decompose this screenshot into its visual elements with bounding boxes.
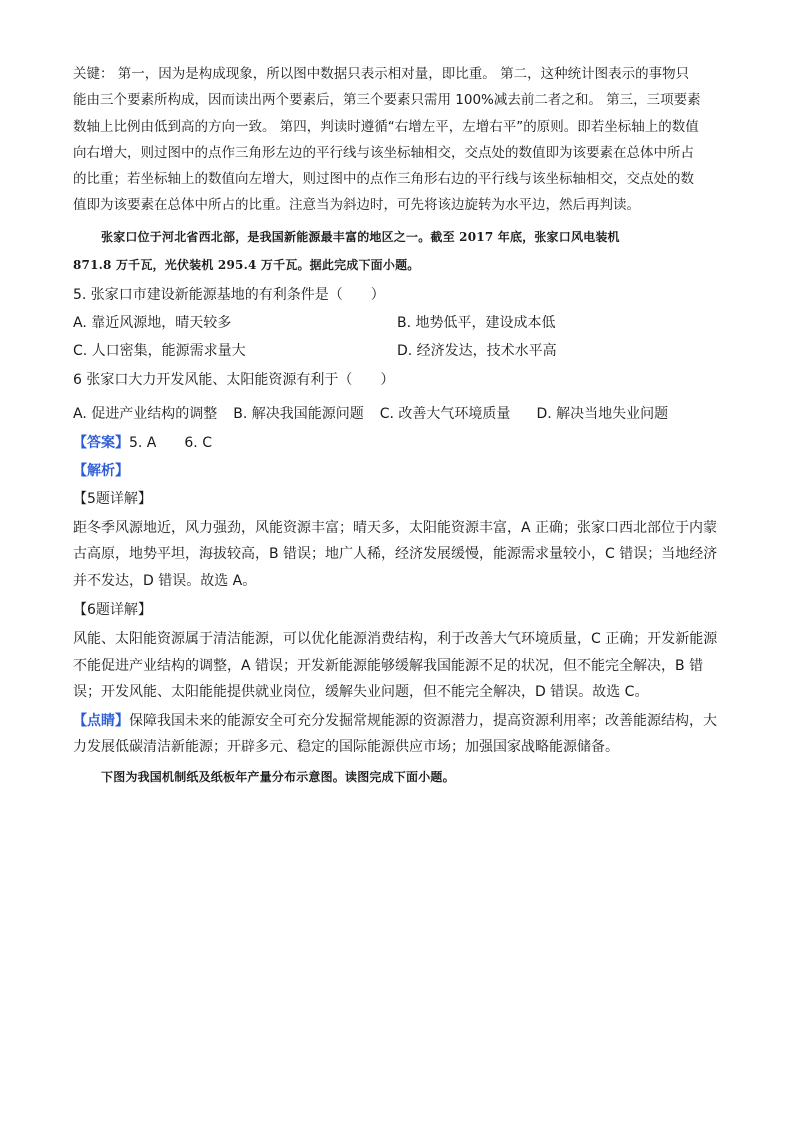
comment-tag: 【点睛】: [73, 712, 129, 729]
detail-6: [73, 596, 721, 706]
question-5-option-a: A. 靠近风源地，晴天较多: [73, 314, 232, 331]
question-6-option-d: D. 解决当地失业问题: [536, 405, 669, 422]
stem-line-1: 张家口位于河北省西北部，是我国新能源最丰富的地区之一。截至 2017 年底，张家口风电装机: [101, 229, 620, 244]
question-6: [73, 365, 721, 429]
detail-5-line-2: 古高原，地势平坦，海拔较高，B 错误；地广人稀，经济发展缓慢，能源需求量较小，C 错误；当地经济: [73, 546, 718, 563]
intro-line-3: 数轴上比例由低到高的方向一致。 第四，判读时遵循“右增左平，左增右平”的原则。即若坐标轴上的数值: [73, 118, 699, 135]
answer-tag: 【答案】: [73, 434, 129, 451]
question-stem: [73, 223, 721, 279]
comment-line-1: [73, 708, 721, 735]
comment-text-1: 保障我国未来的能源安全可充分发掘常规能源的资源潜力，提高资源利用率；改善能源结构，大: [129, 712, 717, 729]
intro-line-6: 值即为该要素在总体中所占的比重。注意当为斜边时，可先将该边旋转为水平边，然后再判读。: [73, 197, 640, 214]
intro-line-5: 的比重；若坐标轴上的数值向左增大，则过图中的点作三角形右边的平行线与该坐标轴相交，交点处的数: [73, 171, 694, 188]
detail-6-line-3: 误；开发风能、太阳能能提供就业岗位，缓解失业问题，但不能完全解决，D 错误。故选 C。: [73, 684, 649, 701]
answer-text: 5. A 6. C: [129, 434, 212, 451]
comment-line-2: 力发展低碳清洁新能源；开辟多元、稳定的国际能源供应市场；加强国家战略能源储备。: [73, 739, 619, 756]
detail-6-heading: 【6题详解】: [73, 602, 152, 619]
intro-line-2: 能由三个要素所构成，因而读出两个要素后，第三个要素只需用 100%减去前二者之和。 第三，三项要素: [73, 92, 701, 109]
detail-5-heading: 【5题详解】: [73, 490, 152, 507]
question-5-option-b: B. 地势低平，建设成本低: [397, 314, 556, 331]
analysis-line: [73, 457, 721, 485]
question-5-text: 5. 张家口市建设新能源基地的有利条件是（ ）: [73, 286, 385, 303]
comment: [73, 708, 721, 761]
question-6-option-a: A. 促进产业结构的调整: [73, 405, 218, 422]
detail-6-line-1: 风能、太阳能资源属于清洁能源，可以优化能源消费结构，利于改善大气环境质量，C 正确；开发新能源: [73, 631, 718, 648]
question-5-option-d: D. 经济发达，技术水平高: [397, 342, 557, 359]
intro-line-1: 关键： 第一，因为是构成现象，所以图中数据只表示相对量，即比重。 第二，这种统计图表示的事物只: [73, 66, 690, 82]
question-6-text: 6 张家口大力开发风能、太阳能资源有利于（ ）: [73, 371, 395, 388]
question-5: [73, 281, 721, 365]
detail-5: [73, 485, 721, 595]
detail-6-line-2: 不能促进产业结构的调整，A 错误；开发新能源能够缓解我国能源不足的状况，但不能完全解决，B 错: [73, 657, 704, 674]
question-6-option-c: C. 改善大气环境质量: [379, 405, 511, 422]
intro-line-4: 向右增大，则过图中的点作三角形左边的平行线与该坐标轴相交，交点处的数值即为该要素在总体中所占: [73, 144, 694, 161]
detail-5-line-1: 距冬季风源地近，风力强劲，风能资源丰富；晴天多，太阳能资源丰富，A 正确；张家口西北部位于内蒙: [73, 519, 718, 536]
question-6-option-b: B. 解决我国能源问题: [233, 405, 364, 422]
detail-5-line-3: 并不发达，D 错误。故选 A。: [73, 572, 257, 589]
answer-line: [73, 429, 721, 457]
analysis-tag: 【解析】: [73, 462, 129, 479]
next-question-stem: 下图为我国机制纸及纸板年产量分布示意图。读图完成下面小题。: [101, 769, 455, 784]
document-page: [73, 61, 721, 791]
intro-paragraph: [73, 61, 721, 219]
question-5-option-c: C. 人口密集，能源需求量大: [73, 342, 246, 359]
stem-line-2: 871.8 万千瓦，光伏装机 295.4 万千瓦。据此完成下面小题。: [73, 257, 420, 272]
